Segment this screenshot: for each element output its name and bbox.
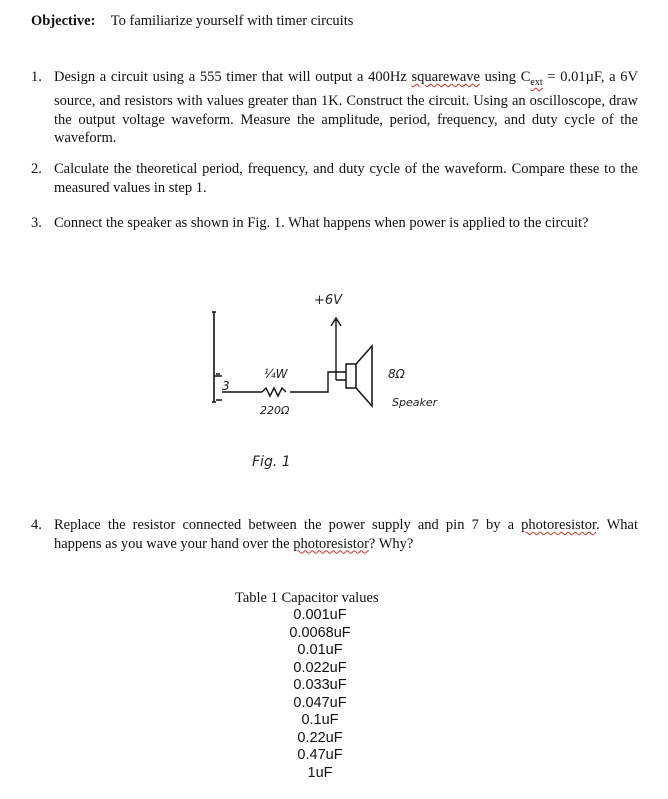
figure-caption: Fig. 1 [252, 454, 291, 470]
capacitor-value: 0.0068uF [289, 624, 351, 641]
capacitor-value: 0.1uF [301, 712, 339, 728]
subscript-ext: ext [530, 76, 543, 88]
resistor-symbol [262, 388, 286, 396]
resistor-value-label: 220Ω [260, 404, 290, 417]
capacitor-value: 0.033uF [293, 677, 347, 693]
question-text: Calculate the theoretical period, frequency, and duty cycle of the waveform. Compare these to the measured values in step 1. [54, 161, 638, 196]
objective-label: Objective: [31, 13, 96, 29]
power-rating-label: ¼W [264, 367, 288, 381]
supply-arrow [331, 318, 346, 380]
chip-outline [212, 312, 222, 402]
objective-text: To familiarize yourself with timer circuits [110, 13, 354, 29]
speaker-label: Speaker [392, 396, 438, 409]
impedance-label: 8Ω [388, 367, 405, 381]
pin-label: 3 [222, 379, 230, 393]
wire-right [290, 372, 346, 392]
question-number: 2. [31, 161, 42, 177]
misspelled-word: photoresistor [293, 535, 369, 552]
objective-line [31, 13, 353, 30]
capacitor-value: 0.22uF [297, 729, 343, 746]
supply-label: +6V [314, 293, 343, 308]
question-text: Replace the resistor connected between the power supply and pin 7 by a photoresistor. What happens as you wave your hand over the photoresistor? Why? [54, 517, 638, 552]
speaker-symbol [346, 346, 372, 406]
capacitor-value: 0.047uF [293, 694, 347, 711]
misspelled-word: squarewave [411, 69, 480, 85]
question-number: 4. [31, 517, 42, 533]
figure-1-sketch [200, 280, 460, 480]
question-text: Design a circuit using a 555 timer that will output a 400Hz squarewave using $C_{ext} = 0.01\mu F$, a 6V source, and resistors with values greater than 1K. Construct the circuit. Using an oscilloscope, draw the output voltage waveform. Measure the amplitude, period, frequency, and duty cycle of the waveform. [54, 69, 638, 147]
capacitor-values-list [270, 607, 370, 782]
capacitor-value: 0.022uF [293, 659, 347, 676]
question-number: 1. [31, 69, 42, 85]
capacitor-value: 0.47uF [297, 747, 343, 763]
capacitor-value: 0.01uF [297, 642, 343, 658]
question-text: Connect the speaker as shown in Fig. 1. What happens when power is applied to the circuit? [54, 215, 589, 231]
capacitor-value: 1uF [307, 764, 333, 781]
misspelled-word: photoresistor [521, 517, 597, 533]
table-caption: Table 1 Capacitor values [235, 590, 379, 606]
question-number: 3. [31, 215, 42, 231]
capacitor-value: 0.001uF [293, 607, 347, 623]
